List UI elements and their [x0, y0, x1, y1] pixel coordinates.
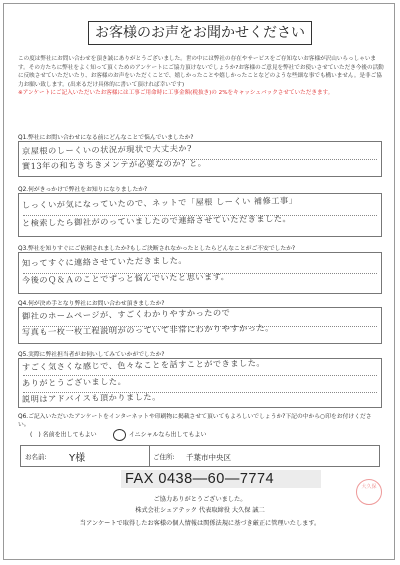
question-2-label: Q2.何がきっかけで弊社をお知りになりましたか?	[18, 187, 148, 193]
answer-4-line-2: 写真も一枚一枚工程説明がのっていて非常にわかりやすかった。	[21, 322, 274, 337]
seal-stamp	[356, 479, 382, 505]
question-5-label: Q5.実際に弊社担当者がお伺いしてみていかがでしたか?	[18, 352, 165, 358]
cashback-note: ※アンケートにご記入いただいたお客様には工事ご用命時に工事金額(税抜き)の 2%をキャッシュバックさせていただきます。	[18, 90, 334, 97]
name-address-box	[20, 445, 380, 467]
answer-4-line-1: 御社のホームページが、すごくわかりやすかったので	[21, 307, 231, 321]
answer-5-line-2: ありがとうございました。	[21, 376, 127, 388]
answer-3-line-2: 今後のＱ＆Ａのことでずっと悩んでいたと思います。	[21, 271, 230, 285]
question-3-label: Q3.弊社を知りすぐにご依頼されましたか?もしご決断されなかったとしたらどんなことがご不安でしたか?	[18, 246, 296, 252]
question-6-label: Q6.ご記入いただいたアンケートをインターネットや印刷物に掲載させて頂いてもよろしいでしょうか?下記の中から○印をお付けください。	[18, 414, 372, 428]
answer-1-line-1: 京屋根のしーくいの状況が現状で大丈夫か?	[21, 143, 193, 156]
option-initial-selected-circle[interactable]	[113, 429, 126, 441]
name-value: Y様	[69, 453, 86, 464]
question-4-label: Q4.何が決め手となり弊社にお問い合わせ頂きましたか?	[18, 301, 165, 307]
question-1-label: Q1.弊社にお問い合わせになる前にどんなことで悩んでいましたか?	[18, 135, 194, 141]
page-title: お客様のお声をお聞かせください	[88, 21, 312, 45]
footer-thanks: ご協力ありがとうございました。	[153, 496, 247, 503]
seal-stamp-text: 大久保	[361, 484, 377, 490]
intro-paragraph: この度は弊社にお問い合わせを頂き誠にありがとうございました。世の中には弊社の存在やサービスをご存知ないお客様が沢山いらっしゃいます。その方たちに弊社をよく知って頂くためのアンケートにご協力頂けないでしょうか?お客様のご意見を弊社でお使いさせていただき今後の活動に反映させていただいたり、お客様のお声をいただくことで、嬉しかったことや嬉しかったことなどのような些細な事でも構いません。是非ご協力お願い致します。(出来るだけ具体的に書いて頂ければ幸いです)	[18, 56, 384, 88]
answer-3-line-1: 知ってすぐに連絡させていただきました。	[21, 255, 188, 268]
fax-number: FAX 0438―60―7774	[121, 470, 321, 488]
address-label: ご住所:	[153, 453, 175, 461]
answer-2-line-1: しっくいが気になっていたので、ネットで「屋根 しーくい 補修工事」	[21, 195, 298, 210]
option-real-name-label: 名前を出してもよい	[42, 431, 97, 439]
footer-company: 株式会社シェアテック 代表取締役 大久保 誠二	[135, 507, 265, 514]
option-real-name-bracket[interactable]: ( )	[30, 431, 41, 439]
footer-privacy: 当アンケートで取得したお客様の個人情報は関係法規に基づき厳正に管理いたします。	[79, 520, 321, 527]
answer-1-line-2: 實13年の和ちきちきメンテが必要なのか? と。	[21, 157, 207, 171]
address-value: 千葉市中央区	[186, 453, 231, 462]
answer-5-line-1: すごく気さくな感じで、色々なことを話すことができました。	[21, 357, 266, 372]
option-initial-label: イニシャルなら出してもよい	[128, 431, 207, 439]
answer-2-line-2: と検索したら御社がのっていましたので連絡させていただきました。	[21, 213, 292, 228]
consent-options	[30, 429, 206, 441]
intro-section	[18, 55, 384, 98]
answer-5-line-3: 説明はアドバイスも頂かりました。	[21, 391, 161, 404]
name-label: お名前:	[25, 453, 47, 461]
name-separator	[149, 446, 150, 466]
